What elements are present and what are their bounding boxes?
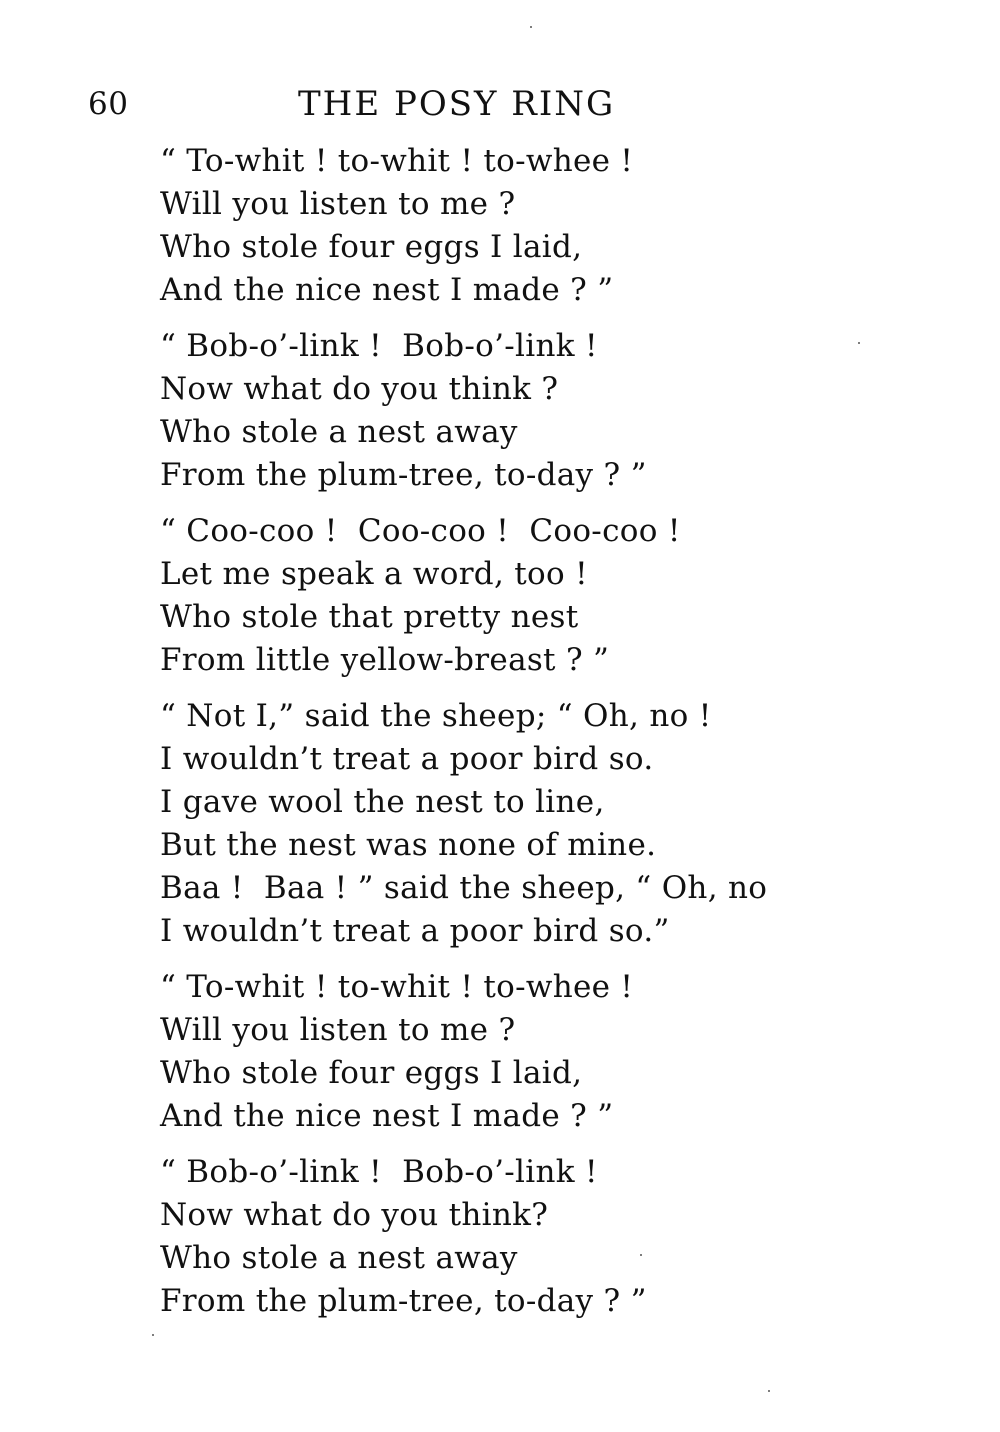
poem-line: And the nice nest I made ? ” [160, 1098, 614, 1134]
scan-speck [858, 342, 860, 344]
poem-line: “ Coo-coo ! Coo-coo ! Coo-coo ! [160, 513, 681, 549]
page-header [0, 82, 1000, 126]
poem-line: “ Bob-o’-link ! Bob-o’-link ! [160, 328, 598, 364]
poem-line: Who stole four eggs I laid, [160, 229, 583, 265]
poem-line: Will you listen to me ? [160, 186, 516, 222]
poem-line: Baa ! Baa ! ” said the sheep, “ Oh, no [160, 870, 768, 906]
poem-line: I gave wool the nest to line, [160, 784, 605, 820]
scan-speck [640, 1254, 642, 1256]
poem-line: From the plum-tree, to-day ? ” [160, 1283, 647, 1319]
poem [160, 140, 880, 1336]
poem-line: Who stole a nest away [160, 1240, 518, 1276]
poem-line: “ Bob-o’-link ! Bob-o’-link ! [160, 1154, 598, 1190]
page-number: 60 [88, 86, 129, 122]
running-title: THE POSY RING [298, 84, 616, 124]
poem-line: I wouldn’t treat a poor bird so. [160, 741, 654, 777]
poem-line: “ To-whit ! to-whit ! to-whee ! [160, 969, 634, 1005]
stanza [160, 325, 880, 497]
poem-line: From little yellow-breast ? ” [160, 642, 610, 678]
poem-line: Now what do you think? [160, 1197, 549, 1233]
stanza [160, 966, 880, 1138]
scan-speck [768, 1390, 770, 1392]
poem-line: Who stole a nest away [160, 414, 518, 450]
poem-line: “ Not I,” said the sheep; “ Oh, no ! [160, 698, 712, 734]
poem-line: Who stole that pretty nest [160, 599, 579, 635]
stanza [160, 140, 880, 312]
stanza [160, 1151, 880, 1323]
poem-line: Will you listen to me ? [160, 1012, 516, 1048]
poem-line: But the nest was none of mine. [160, 827, 657, 863]
poem-line: “ To-whit ! to-whit ! to-whee ! [160, 143, 634, 179]
poem-line: Let me speak a word, too ! [160, 556, 588, 592]
poem-line: I wouldn’t treat a poor bird so.” [160, 913, 670, 949]
stanza [160, 510, 880, 682]
scan-speck [530, 26, 532, 28]
scan-speck [152, 1334, 154, 1336]
poem-line: From the plum-tree, to-day ? ” [160, 457, 647, 493]
stanza [160, 695, 880, 953]
poem-line: Now what do you think ? [160, 371, 559, 407]
poem-line: Who stole four eggs I laid, [160, 1055, 583, 1091]
poem-line: And the nice nest I made ? ” [160, 272, 614, 308]
